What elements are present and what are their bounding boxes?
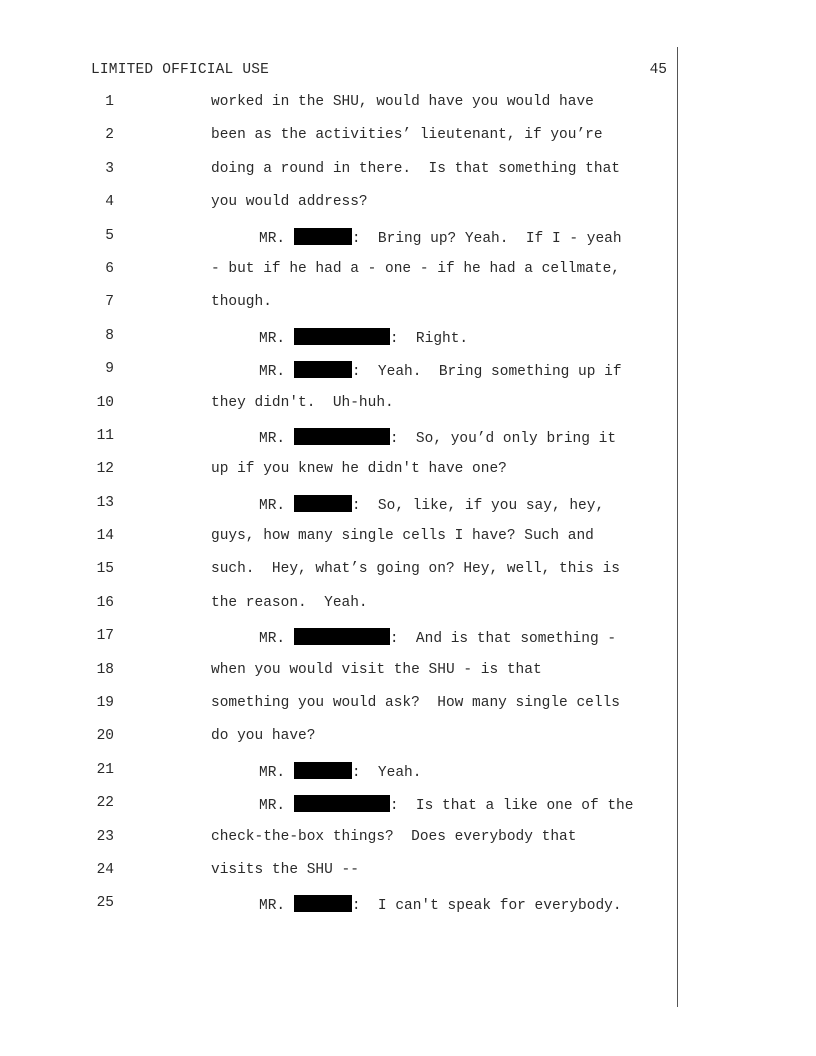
line-content: : Right. [389, 330, 469, 347]
line-text [211, 461, 507, 477]
line-content: guys, how many single cells I have? Such and [211, 528, 594, 545]
redaction-block [294, 762, 352, 779]
line-content: : I can't speak for everybody. [351, 898, 622, 915]
line-text [211, 829, 576, 845]
classification-marking: LIMITED OFFICIAL USE [91, 62, 270, 78]
line-content: though. [211, 294, 272, 311]
line-number: 6 [105, 260, 114, 277]
transcript-line [0, 127, 816, 160]
redaction-block [294, 228, 352, 245]
line-number: 18 [96, 661, 114, 678]
transcript-line [0, 862, 816, 895]
line-content: : Is that a like one of the [389, 798, 634, 815]
transcript-line [0, 762, 816, 795]
redaction-block [294, 495, 352, 512]
line-text [211, 595, 368, 611]
transcript-line [0, 94, 816, 127]
line-text [211, 127, 603, 143]
transcript-line [0, 361, 816, 394]
line-number: 14 [96, 528, 114, 545]
line-content: up if you knew he didn't have one? [211, 461, 507, 478]
line-text [259, 628, 616, 647]
redaction-block [294, 795, 390, 812]
transcript-line [0, 228, 816, 261]
transcript-line [0, 728, 816, 761]
line-content: doing a round in there. Is that something that [211, 160, 620, 177]
speaker-label: MR. [259, 364, 286, 381]
line-text [211, 161, 620, 177]
transcript-lines [0, 94, 816, 929]
redaction-block [294, 895, 352, 912]
speaker-label: MR. [259, 230, 286, 247]
line-text [259, 795, 633, 814]
transcript-line [0, 428, 816, 461]
line-number: 17 [96, 628, 114, 645]
line-text [211, 261, 620, 277]
line-content: worked in the SHU, would have you would have [211, 94, 594, 110]
transcript-line [0, 161, 816, 194]
line-text [259, 361, 622, 380]
transcript-line [0, 695, 816, 728]
line-number: 3 [105, 160, 114, 177]
line-text [211, 561, 620, 577]
line-content: : So, like, if you say, hey, [351, 497, 605, 514]
line-text [211, 695, 620, 711]
line-content: - but if he had a - one - if he had a cellmate, [211, 260, 620, 277]
transcript-line [0, 528, 816, 561]
line-text [259, 328, 468, 347]
redaction-block [294, 628, 390, 645]
line-text [211, 862, 359, 878]
line-number: 4 [105, 194, 114, 211]
line-number: 2 [105, 127, 114, 144]
line-number: 21 [96, 761, 114, 778]
line-number: 9 [105, 361, 114, 378]
redaction-block [294, 428, 390, 445]
line-number: 7 [105, 294, 114, 311]
line-text [259, 428, 616, 447]
line-content: check-the-box things? Does everybody that [211, 828, 577, 845]
line-content: they didn't. Uh-huh. [211, 394, 394, 411]
transcript-line [0, 795, 816, 828]
line-content: : So, you’d only bring it [389, 430, 617, 447]
transcript-line [0, 261, 816, 294]
line-text [211, 528, 594, 544]
transcript-line [0, 895, 816, 928]
transcript-line [0, 561, 816, 594]
line-text [211, 395, 394, 411]
line-content: something you would ask? How many single cells [211, 695, 620, 712]
line-content: : And is that something - [389, 631, 617, 648]
redaction-block [294, 361, 352, 378]
line-content: visits the SHU -- [211, 861, 359, 878]
transcript-line [0, 328, 816, 361]
redaction-block [294, 328, 390, 345]
transcript-line [0, 628, 816, 661]
line-number: 11 [96, 427, 114, 444]
line-number: 23 [96, 828, 114, 845]
speaker-label: MR. [259, 497, 286, 514]
line-text [259, 895, 622, 914]
line-number: 15 [96, 561, 114, 578]
line-number: 5 [105, 227, 114, 244]
line-text [259, 495, 604, 514]
line-number: 20 [96, 728, 114, 745]
line-content: you would address? [211, 194, 368, 211]
speaker-label: MR. [259, 430, 286, 447]
line-text [259, 228, 622, 247]
line-text [259, 762, 421, 781]
page-number: 45 [649, 62, 667, 78]
transcript-line [0, 495, 816, 528]
line-content: : Yeah. [351, 764, 422, 781]
line-text [211, 94, 594, 110]
speaker-label: MR. [259, 330, 286, 347]
transcript-line [0, 662, 816, 695]
line-content: been as the activities’ lieutenant, if you’re [211, 127, 603, 144]
line-content: when you would visit the SHU - is that [211, 661, 542, 678]
line-content: : Yeah. Bring something up if [351, 364, 622, 381]
line-content: : Bring up? Yeah. If I - yeah [351, 230, 622, 247]
line-text [211, 194, 368, 210]
transcript-line [0, 595, 816, 628]
line-text [211, 728, 315, 744]
line-number: 22 [96, 795, 114, 812]
line-number: 1 [105, 94, 114, 110]
speaker-label: MR. [259, 898, 286, 915]
transcript-line [0, 395, 816, 428]
line-content: the reason. Yeah. [211, 594, 368, 611]
line-content: do you have? [211, 728, 316, 745]
line-text [211, 662, 542, 678]
line-number: 16 [96, 594, 114, 611]
line-number: 19 [96, 695, 114, 712]
transcript-line [0, 829, 816, 862]
line-text [211, 294, 272, 310]
speaker-label: MR. [259, 631, 286, 648]
speaker-label: MR. [259, 798, 286, 815]
transcript-line [0, 461, 816, 494]
line-number: 25 [96, 895, 114, 912]
line-number: 12 [96, 461, 114, 478]
transcript-line [0, 194, 816, 227]
transcript-line [0, 294, 816, 327]
line-number: 10 [96, 394, 114, 411]
line-number: 13 [96, 494, 114, 511]
line-content: such. Hey, what’s going on? Hey, well, this is [211, 561, 620, 578]
line-number: 24 [96, 861, 114, 878]
line-number: 8 [105, 327, 114, 344]
speaker-label: MR. [259, 764, 286, 781]
